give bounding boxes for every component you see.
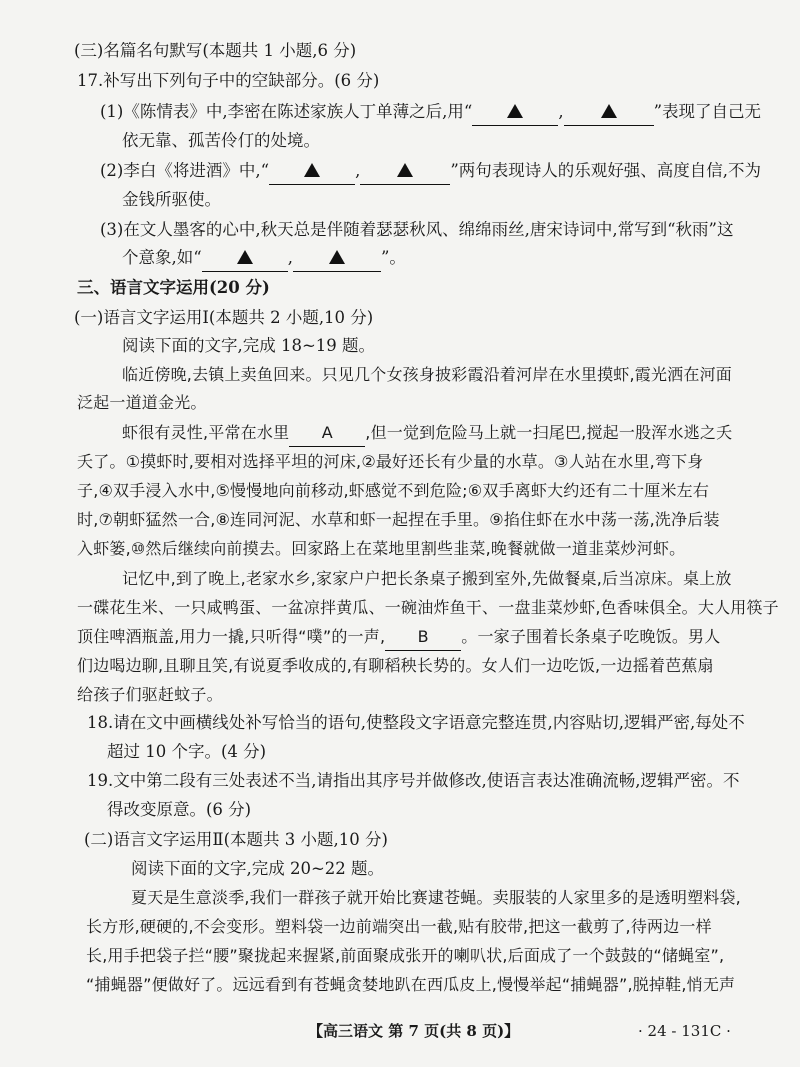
reading-instruction-2: 阅读下面的文字,完成 20~22 题。: [131, 859, 385, 878]
fill-blank[interactable]: [564, 99, 654, 126]
passage-2-line: 长方形,硬硬的,不会变形。塑料袋一边前端突出一截,贴有胶带,把这一截剪了,待两边一样: [86, 917, 712, 936]
q17-item-1: [100, 99, 761, 126]
q17-item-2-text-c: ”两句表现诗人的乐观好强、高度自信,不为: [450, 161, 761, 180]
fill-blank-b[interactable]: [385, 624, 461, 651]
fill-blank[interactable]: [269, 158, 355, 185]
triangle-icon: [304, 163, 320, 177]
passage-2-line: 长,用手把袋子拦“腰”聚拢起来握紧,前面聚成张开的喇叭状,后面成了一个鼓鼓的“储蝇室”,: [86, 946, 725, 965]
q17-item-3-text-a: 个意象,如“: [122, 248, 202, 267]
q17-item-2-text-a: (2)李白《将进酒》中,“: [100, 161, 270, 180]
passage-1-text-a: 顶住啤酒瓶盖,用力一撬,只听得“噗”的一声,: [77, 627, 386, 646]
triangle-icon: [601, 104, 617, 118]
q17-item-3: (3)在文人墨客的心中,秋天总是伴随着瑟瑟秋风、绵绵雨丝,唐宋诗词中,常写到“秋雨”这: [100, 220, 734, 239]
blank-label-a: A: [321, 423, 333, 442]
passage-1-text-b: ,但一觉到危险马上就一扫尾巴,搅起一股浑水逃之夭: [365, 423, 733, 442]
passage-1-line: 时,⑦朝虾猛然一合,⑧连同河泥、水草和虾一起捏在手里。⑨掐住虾在水中荡一荡,洗净后装: [77, 510, 720, 529]
subsection-heading-2: (二)语言文字运用Ⅱ(本题共 3 小题,10 分): [84, 830, 388, 849]
passage-1-line: 夭了。①摸虾时,要相对选择平坦的河床,②最好还长有少量的水草。③人站在水里,弯下身: [77, 452, 704, 471]
section-heading-famous-lines: (三)名篇名句默写(本题共 1 小题,6 分): [74, 41, 357, 60]
fill-blank[interactable]: [360, 158, 450, 185]
subsection-heading-1: (一)语言文字运用Ⅰ(本题共 2 小题,10 分): [74, 308, 374, 327]
q17-item-1-text-b: ,: [558, 102, 564, 121]
page-footer: 【高三语文 第 7 页(共 8 页)】: [308, 1022, 520, 1040]
passage-1-line: [122, 420, 732, 447]
passage-1-line: 记忆中,到了晚上,老家水乡,家家户户把长条桌子搬到室外,先做餐桌,后当凉床。桌上放: [122, 569, 732, 588]
triangle-icon: [397, 163, 413, 177]
fill-blank[interactable]: [293, 245, 381, 272]
question-18: 18.请在文中画横线处补写恰当的语句,使整段文字语意完整连贯,内容贴切,逻辑严密,每处不: [87, 713, 745, 732]
fill-blank[interactable]: [472, 99, 558, 126]
passage-1-line: [77, 624, 720, 651]
blank-label-b: B: [417, 627, 429, 646]
exam-code: · 24 - 131C ·: [638, 1022, 731, 1040]
q17-item-2-text-b: ,: [355, 161, 361, 180]
passage-2-line: “捕蝇器”便做好了。远远看到有苍蝇贪婪地趴在西瓜皮上,慢慢举起“捕蝇器”,脱掉鞋,悄无声: [86, 975, 736, 994]
question-18-cont: 超过 10 个字。(4 分): [107, 742, 267, 761]
q17-item-1-text-c: ”表现了自己无: [653, 102, 761, 121]
q17-item-2: [100, 158, 761, 185]
question-19: 19.文中第二段有三处表述不当,请指出其序号并做修改,使语言表达准确流畅,逻辑严密。不: [87, 771, 740, 790]
passage-1-line: 子,④双手浸入水中,⑤慢慢地向前移动,虾感觉不到危险;⑥双手离虾大约还有二十厘米左右: [77, 481, 710, 500]
q17-item-3-text-c: ”。: [380, 248, 406, 267]
reading-instruction-1: 阅读下面的文字,完成 18~19 题。: [122, 336, 376, 355]
passage-1-line: 一碟花生米、一只咸鸭蛋、一盆凉拌黄瓜、一碗油炸鱼干、一盘韭菜炒虾,色香味俱全。大人用筷子: [77, 598, 779, 617]
fill-blank[interactable]: [202, 245, 288, 272]
q17-item-1-text-a: (1)《陈情表》中,李密在陈述家族人丁单薄之后,用“: [100, 102, 473, 121]
q17-item-3-cont: [122, 245, 406, 272]
section-heading-language: 三、语言文字运用(20 分): [77, 278, 270, 297]
passage-1-line: 临近傍晚,去镇上卖鱼回来。只见几个女孩身披彩霞沿着河岸在水里摸虾,霞光洒在河面: [122, 365, 732, 384]
passage-1-line: 们边喝边聊,且聊且笑,有说夏季收成的,有聊稻秧长势的。女人们一边吃饭,一边摇着芭蕉扇: [77, 656, 714, 675]
passage-1-text-b: 。一家子围着长条桌子吃晚饭。男人: [461, 627, 721, 646]
passage-1-line: 泛起一道道金光。: [77, 393, 207, 412]
passage-1-line: 给孩子们驱赶蚊子。: [77, 685, 223, 704]
q17-item-3-text-b: ,: [287, 248, 293, 267]
question-17-stem: 17.补写出下列句子中的空缺部分。(6 分): [77, 71, 380, 90]
triangle-icon: [329, 250, 345, 264]
q17-item-2-cont: 金钱所驱使。: [122, 190, 221, 209]
passage-1-line: 入虾篓,⑩然后继续向前摸去。回家路上在菜地里割些韭菜,晚餐就做一道韭菜炒河虾。: [77, 539, 686, 558]
question-19-cont: 得改变原意。(6 分): [107, 800, 252, 819]
triangle-icon: [507, 104, 523, 118]
passage-2-line: 夏天是生意淡季,我们一群孩子就开始比赛逮苍蝇。卖服装的人家里多的是透明塑料袋,: [131, 888, 741, 907]
triangle-icon: [237, 250, 253, 264]
passage-1-text-a: 虾很有灵性,平常在水里: [122, 423, 290, 442]
q17-item-1-cont: 依无靠、孤苦伶仃的处境。: [122, 131, 320, 150]
fill-blank-a[interactable]: [289, 420, 365, 447]
